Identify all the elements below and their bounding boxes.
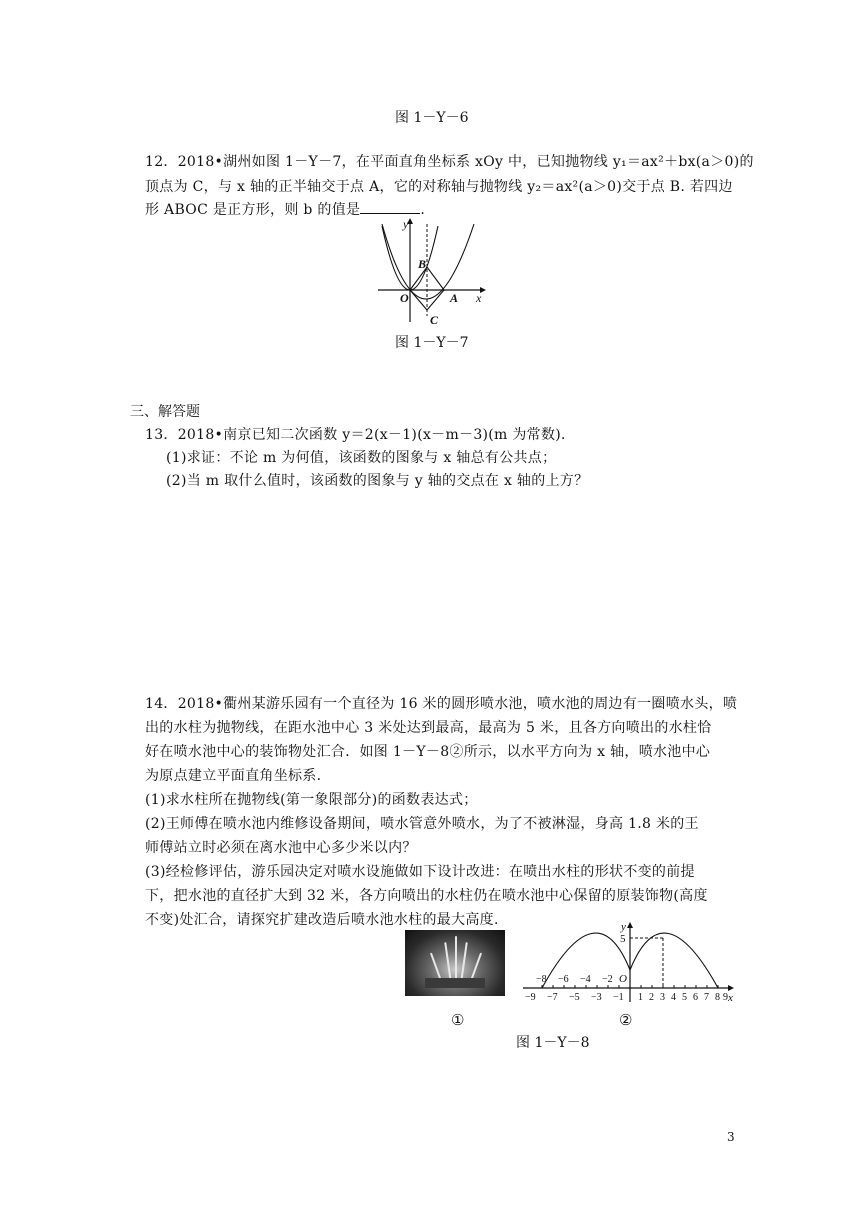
tick-neg-7: −7 bbox=[547, 992, 558, 1003]
q12-line-2: 顶点为 C，与 x 轴的正半轴交于点 A，它的对称轴与抛物线 y₂＝ax²(a＞0)交于点 B. 若四边 bbox=[145, 179, 733, 195]
tick-8: 8 bbox=[715, 992, 720, 1003]
tick-neg-9: −9 bbox=[525, 992, 536, 1003]
q14-part-1: (1)求水柱所在抛物线(第一象限部分)的函数表达式； bbox=[145, 792, 478, 808]
fig8-x-label: x bbox=[728, 992, 733, 1004]
tick-3: 3 bbox=[660, 992, 665, 1003]
q13-line-1: 13．2018•南京已知二次函数 y＝2(x－1)(x－m－3)(m 为常数)． bbox=[145, 427, 576, 443]
tick-1: 1 bbox=[638, 992, 643, 1003]
fig8-o-label: O bbox=[619, 973, 627, 985]
tick-neg-6: −6 bbox=[558, 974, 569, 985]
fig8-five-label: 5 bbox=[620, 933, 626, 945]
q14-line-3: 好在喷水池中心的装饰物处汇合．如图 1－Y－8②所示，以水平方向为 x 轴，喷水池中心 bbox=[145, 744, 711, 760]
q14-part-3b: 下，把水池的直径扩大到 32 米，各方向喷出的水柱仍在喷水池中心保留的原装饰物(高度 bbox=[145, 888, 708, 904]
q14-part-2b: 师傅站立时必须在离水池中心多少米以内？ bbox=[145, 840, 417, 856]
fig7-b-label: B bbox=[418, 257, 427, 271]
q14-part-3c: 不变)处汇合，请探究扩建改造后喷水池水柱的最大高度． bbox=[145, 912, 509, 928]
figure-caption-1-y-7: 图 1－Y－7 bbox=[395, 335, 469, 351]
figure-caption-1-y-8: 图 1－Y－8 bbox=[516, 1035, 590, 1051]
tick-4: 4 bbox=[671, 992, 676, 1003]
q12-line-3-text: 形 ABOC 是正方形，则 b 的值是 bbox=[145, 202, 361, 218]
tick-neg-4: −4 bbox=[580, 974, 591, 985]
fig7-o-label: O bbox=[400, 291, 409, 305]
tick-9: 9 bbox=[723, 992, 728, 1003]
q13-part-1: (1)求证：不论 m 为何值，该函数的图象与 x 轴总有公共点； bbox=[166, 450, 557, 466]
q12-line-3-end: . bbox=[420, 202, 426, 218]
q14-line-2: 出的水柱为抛物线，在距水池中心 3 米处达到最高，最高为 5 米，且各方向喷出的水柱恰 bbox=[145, 720, 712, 736]
fig7-y-label: y bbox=[403, 217, 409, 231]
q14-line-1: 14．2018•衢州某游乐园有一个直径为 16 米的圆形喷水池，喷水池的周边有一圈喷水头，喷 bbox=[145, 696, 738, 712]
tick-neg-1: −1 bbox=[613, 992, 624, 1003]
subfigure-label-1: ① bbox=[451, 1011, 465, 1029]
figure-1-y-8-plot bbox=[515, 918, 740, 1004]
q14-part-3a: (3)经检修评估，游乐园决定对喷水设施做如下设计改进：在喷出水柱的形状不变的前提 bbox=[145, 864, 695, 880]
fig7-a-label: A bbox=[450, 291, 459, 305]
tick-neg-3: −3 bbox=[591, 992, 602, 1003]
tick-neg-2: −2 bbox=[602, 974, 613, 985]
q14-part-2a: (2)王师傅在喷水池内维修设备期间，喷水管意外喷水，为了不被淋湿，身高 1.8 米的王 bbox=[145, 816, 699, 832]
tick-neg-8: −8 bbox=[536, 974, 547, 985]
fig7-c-label: C bbox=[430, 313, 439, 326]
page-number: 3 bbox=[727, 1130, 735, 1144]
q14-line-4: 为原点建立平面直角坐标系． bbox=[145, 768, 331, 784]
tick-2: 2 bbox=[649, 992, 654, 1003]
tick-6: 6 bbox=[693, 992, 698, 1003]
fig8-y-label: y bbox=[621, 921, 626, 933]
tick-7: 7 bbox=[704, 992, 709, 1003]
figure-caption-1-y-6: 图 1－Y－6 bbox=[395, 110, 469, 126]
fig7-x-label: x bbox=[476, 291, 482, 305]
tick-neg-5: −5 bbox=[569, 992, 580, 1003]
tick-5: 5 bbox=[682, 992, 687, 1003]
subfigure-label-2: ② bbox=[619, 1011, 633, 1029]
fountain-photo bbox=[405, 930, 505, 996]
section-heading: 三、解答题 bbox=[130, 404, 200, 420]
figure-1-y-7 bbox=[370, 214, 490, 326]
q12-line-1: 12．2018•湖州如图 1－Y－7，在平面直角坐标系 xOy 中，已知抛物线 y₁＝ax²＋bx(a＞0)的 bbox=[145, 154, 754, 170]
q13-part-2: (2)当 m 取什么值时，该函数的图象与 y 轴的交点在 x 轴的上方？ bbox=[166, 473, 589, 489]
answer-blank bbox=[360, 201, 420, 214]
